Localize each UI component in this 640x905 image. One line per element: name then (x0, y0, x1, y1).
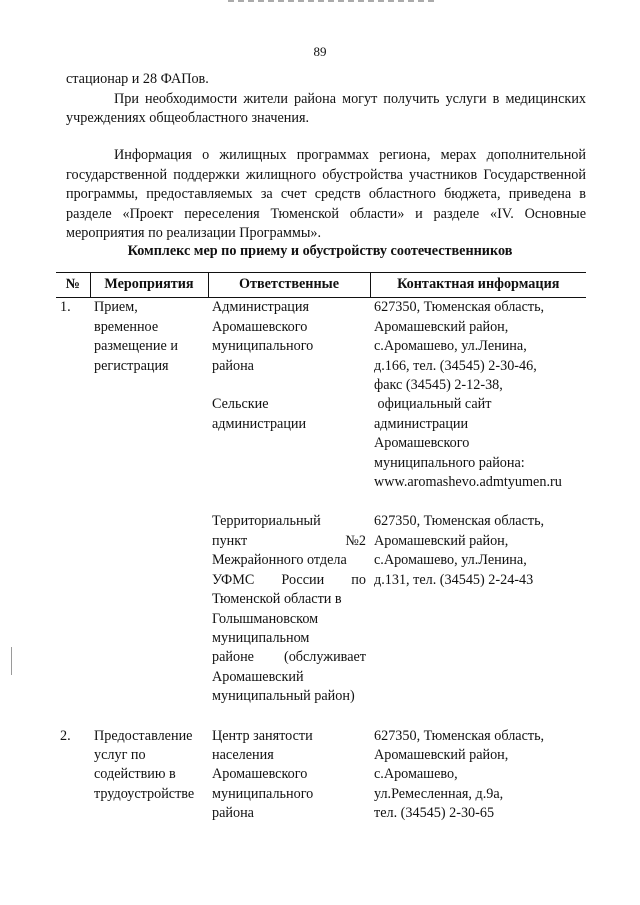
row-spacer (56, 707, 586, 727)
section-heading: Комплекс мер по приему и обустройству соотечественников (127, 243, 513, 259)
contact-line: Аромашевский район, (374, 532, 509, 549)
responsible-line: администрации (212, 415, 307, 432)
responsible-line: Аромашевского (212, 318, 308, 335)
contact-line: д.166, тел. (34545) 2-30-46, (374, 357, 537, 374)
event-line: временное (94, 318, 159, 335)
contact-line: 627350, Тюменская область, (374, 299, 545, 316)
contact-line: муниципального района: (374, 454, 525, 471)
header-events: Мероприятия (90, 273, 208, 298)
event-line: Прием, (94, 299, 138, 316)
header-responsible: Ответственные (208, 273, 370, 298)
event-line: Предоставление (94, 727, 193, 744)
header-number: № (56, 273, 90, 298)
responsible-line-justified: пункт №2 (212, 532, 366, 549)
responsible-line: Территориальный (212, 513, 321, 530)
paragraph-text: При необходимости жители района могут получить услуги в медицинских учреждениях общеобластного значения. (66, 90, 586, 127)
contact-line: администрации (374, 415, 469, 432)
event-line: содействию в (94, 766, 176, 783)
contact-cell (370, 727, 586, 824)
scan-artifact (228, 0, 438, 2)
responsible-line: Администрация (212, 299, 309, 316)
responsible-line: Тюменской области в (212, 591, 342, 608)
responsible-line: Голышмановском (212, 610, 319, 627)
page-number: 89 (313, 44, 327, 59)
table-row (56, 727, 586, 824)
contact-line: Аромашевского (374, 435, 470, 452)
contact-line: с.Аромашево, ул.Ленина, (374, 338, 527, 355)
responsible-spacer (212, 376, 366, 395)
row-number: 1. (60, 299, 71, 316)
event-line: услуг по (94, 746, 146, 763)
paragraph-text: стационар и 28 ФАПов. (66, 71, 209, 87)
responsible-cell (208, 298, 370, 493)
paragraph-1 (66, 70, 586, 90)
contact-cell (370, 298, 586, 493)
responsible-cell (208, 727, 370, 824)
responsible-line: муниципального (212, 785, 314, 802)
responsible-line: муниципального (212, 338, 314, 355)
responsible-line: Сельские (212, 396, 269, 413)
responsible-line: района (212, 357, 254, 374)
paragraph-3 (66, 146, 586, 244)
scan-margin-mark (11, 647, 12, 675)
event-line: размещение и (94, 338, 178, 355)
contact-line: Аромашевский район, (374, 318, 509, 335)
responsible-line: района (212, 805, 254, 822)
table-header-row (56, 273, 586, 298)
contact-line: д.131, тел. (34545) 2-24-43 (374, 571, 534, 588)
paragraph-text: Информация о жилищных программах региона, мерах дополнительной государственной поддержки жилищного обустройства участников Государственной программы, предоставляемых за счет средств областного бюджета, приведена в разделе «Проект переселения Тюменской области» и разделе «IV. Основные мероприятия по реализации Программы». (66, 147, 586, 242)
contact-line: тел. (34545) 2-30-65 (374, 805, 495, 822)
header-contact: Контактная информация (370, 273, 586, 298)
responsible-line: Межрайонного отдела (212, 552, 347, 569)
responsible-line: муниципальном (212, 629, 310, 646)
contact-line: 627350, Тюменская область, (374, 513, 545, 530)
row-number: 2. (60, 727, 71, 744)
measures-table (56, 272, 586, 824)
event-line: регистрация (94, 357, 169, 374)
responsible-cell (208, 512, 370, 706)
contact-line: с.Аромашево, (374, 766, 458, 783)
contact-cell (370, 512, 586, 706)
contact-line: факс (34545) 2-12-38, (374, 377, 503, 394)
table-row (56, 298, 586, 493)
responsible-line-justified: УФМС России по (212, 571, 366, 588)
responsible-line: Аромашевский (212, 668, 304, 685)
event-line: трудоустройстве (94, 785, 195, 802)
contact-line: с.Аромашево, ул.Ленина, (374, 552, 527, 569)
contact-line: 627350, Тюменская область, (374, 727, 545, 744)
responsible-line-justified: районе (обслуживает (212, 649, 366, 666)
event-cell (90, 298, 208, 707)
responsible-line: муниципальный район) (212, 688, 355, 705)
responsible-line: населения (212, 746, 274, 763)
website-text: www.aromashevo.admtyumen.ru (374, 474, 562, 491)
responsible-line: Центр занятости (212, 727, 313, 744)
contact-line: ул.Ремесленная, д.9а, (374, 785, 504, 802)
responsible-line: Аромашевского (212, 766, 308, 783)
contact-line: официальный сайт (374, 396, 492, 413)
paragraph-2 (66, 90, 586, 129)
event-cell (90, 727, 208, 824)
contact-line: Аромашевский район, (374, 746, 509, 763)
